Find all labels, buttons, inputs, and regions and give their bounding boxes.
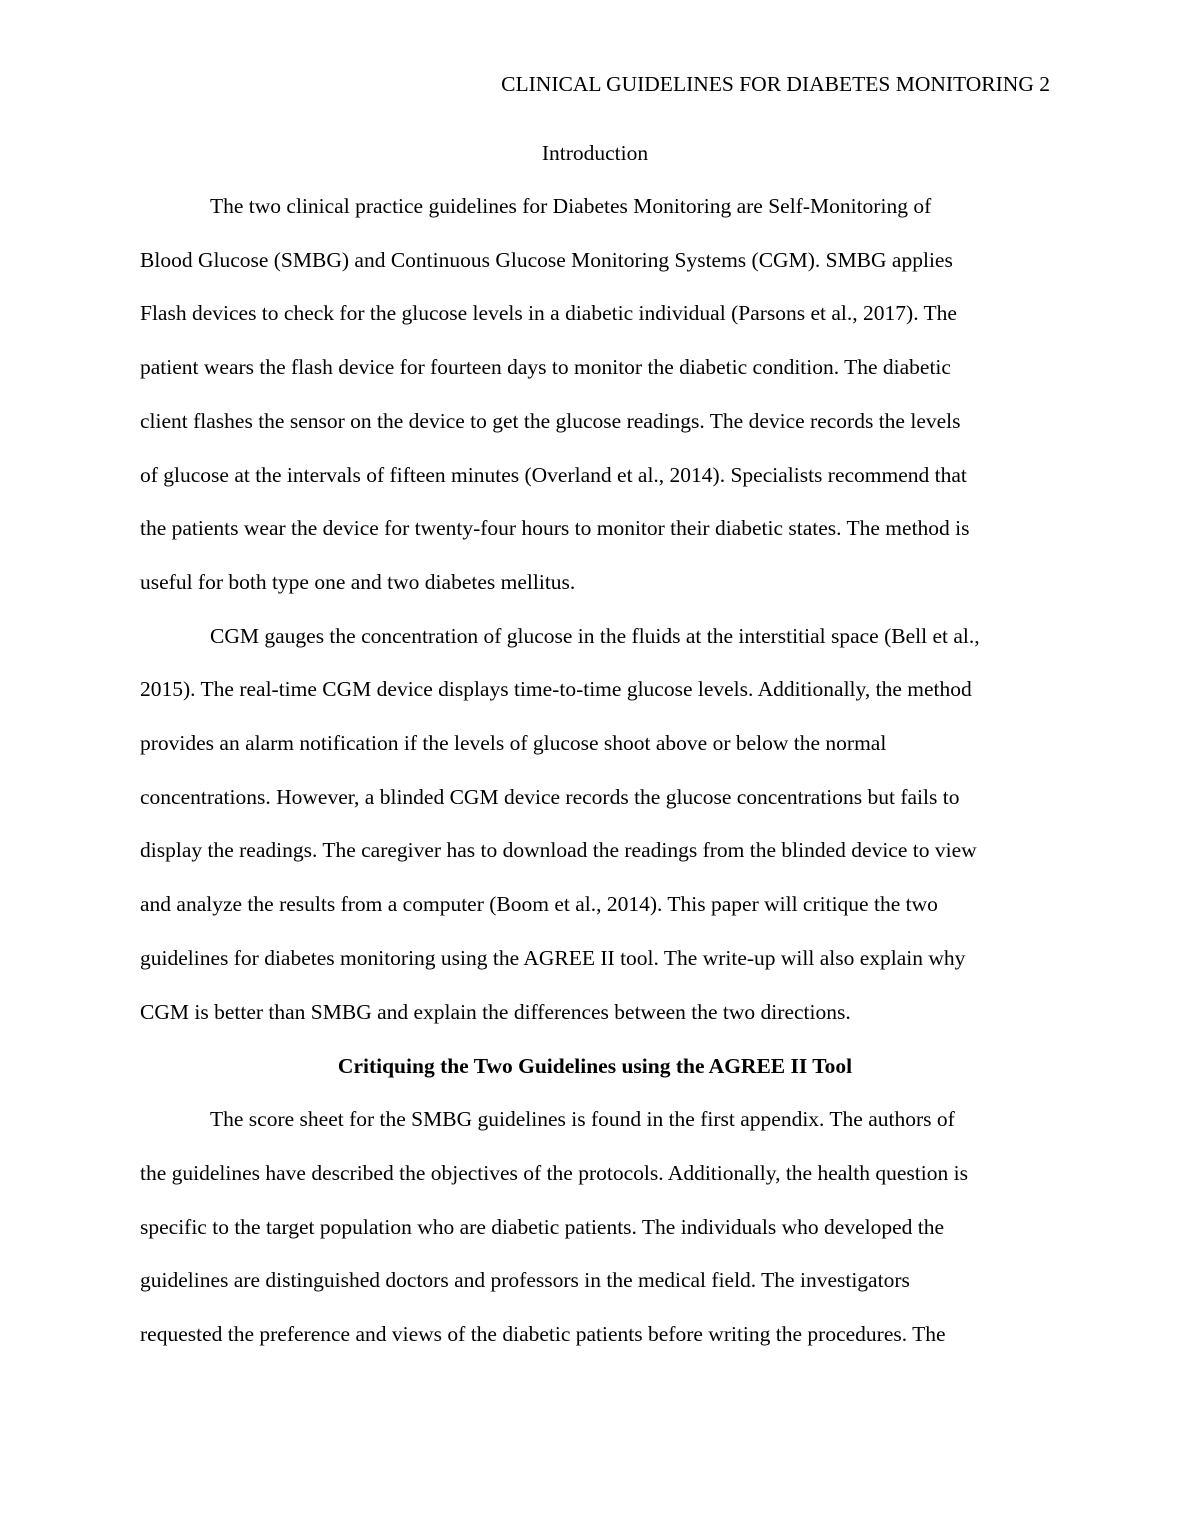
text-line: concentrations. However, a blinded CGM device records the glucose concentrations but fails to (140, 784, 960, 809)
text-line: The two clinical practice guidelines for Diabetes Monitoring are Self-Monitoring of (210, 194, 932, 218)
text-line: The score sheet for the SMBG guidelines is found in the first appendix. The authors of (210, 1107, 955, 1132)
text-line: requested the preference and views of the diabetic patients before writing the procedures. The (140, 1322, 946, 1347)
text-line: the guidelines have described the objectives of the protocols. Additionally, the health question is (140, 1160, 968, 1185)
text-line: specific to the target population who are diabetic patients. The individuals who developed the (140, 1214, 945, 1239)
paragraph-cgm-overview (140, 610, 1050, 1040)
text-line: 2015). The real-time CGM device displays time-to-time glucose levels. Additionally, the method (140, 677, 972, 702)
text-line: of glucose at the intervals of fifteen minutes (Overland et al., 2014). Specialists recommend that (140, 462, 967, 487)
critique-section-heading: Critiquing the Two Guidelines using the AGREE II Tool (337, 1054, 853, 1079)
text-line: and analyze the results from a computer (Boom et al., 2014). This paper will critique the two (140, 892, 938, 917)
text-line: useful for both type one and two diabetes mellitus. (140, 569, 576, 594)
text-line: CGM gauges the concentration of glucose in the fluids at the interstitial space (Bell et al., (210, 623, 980, 648)
text-line: client flashes the sensor on the device to get the glucose readings. The device records the levels (140, 408, 961, 433)
text-line: Blood Glucose (SMBG) and Continuous Glucose Monitoring Systems (CGM). SMBG applies (140, 247, 953, 272)
text-line: Flash devices to check for the glucose levels in a diabetic individual (Parsons et al., 2017). The (140, 301, 957, 326)
paragraph-smbg-critique (140, 1093, 1050, 1362)
text-line: guidelines for diabetes monitoring using the AGREE II tool. The write-up will also explain why (140, 945, 966, 970)
document-body (140, 126, 1050, 1362)
text-line: provides an alarm notification if the levels of glucose shoot above or below the normal (140, 731, 887, 756)
running-head: CLINICAL GUIDELINES FOR DIABETES MONITORING 2 (501, 72, 1050, 96)
text-line: display the readings. The caregiver has to download the readings from the blinded device to view (140, 838, 977, 863)
text-line: the patients wear the device for twenty-four hours to monitor their diabetic states. The method is (140, 516, 970, 541)
text-line: patient wears the flash device for fourteen days to monitor the diabetic condition. The diabetic (140, 355, 951, 380)
text-line: CGM is better than SMBG and explain the differences between the two directions. (140, 999, 851, 1024)
paragraph-smbg-overview (140, 180, 1050, 610)
introduction-heading: Introduction (541, 141, 649, 165)
text-line: guidelines are distinguished doctors and professors in the medical field. The investigators (140, 1268, 910, 1293)
